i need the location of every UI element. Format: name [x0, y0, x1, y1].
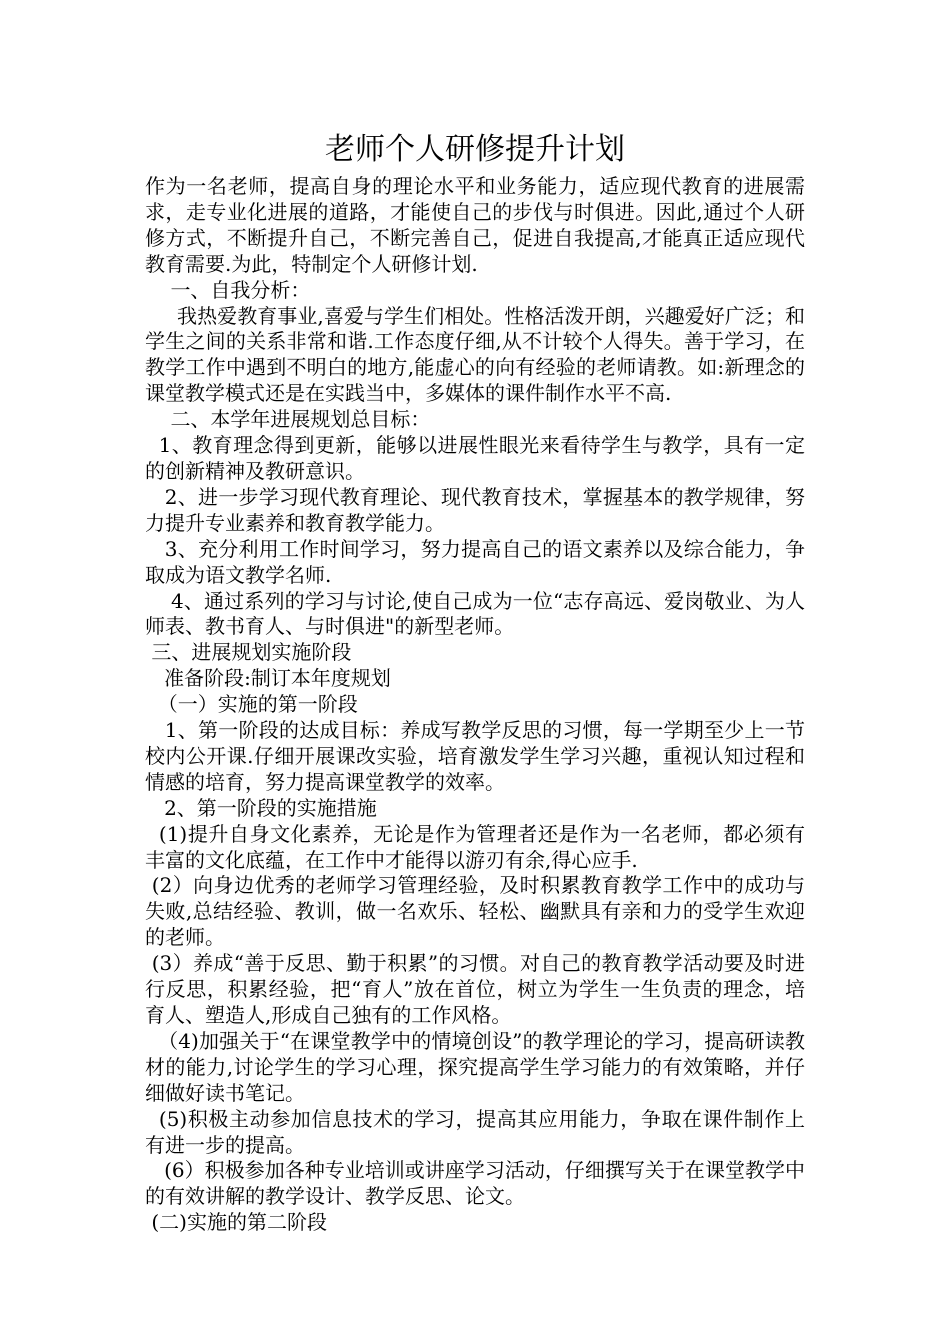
measure-item-2: (2）向身边优秀的老师学习管理经验，及时积累教育教学工作中的成功与失败,总结经验、教训，做一名欢乐、轻松、幽默具有亲和力的受学生欢迎的老师。 — [145, 873, 806, 950]
goal-item-2: 2、进一步学习现代教育理论、现代教育技术，掌握基本的教学规律，努力提升专业素养和教育教学能力。 — [145, 484, 805, 535]
measure-item-5: (5)积极主动参加信息技术的学习，提高其应用能力，争取在课件制作上有进一步的提高。 — [145, 1106, 805, 1157]
stage-one-heading: （一）实施的第一阶段 — [145, 692, 358, 717]
measure-item-4: （4)加强关于“在课堂教学中的情境创设”的教学理论的学习，提高研读教材的能力,讨论学生的学习心理，探究提高学生学习能力的有效策略，并仔细做好读书笔记。 — [145, 1028, 805, 1105]
stage-one-goal: 1、第一阶段的达成目标：养成写教学反思的习惯，每一学期至少上一节校内公开课.仔细开展课改实验，培育激发学生学习兴趣，重视认知过程和情感的培育，努力提高课堂教学的效率。 — [145, 718, 805, 794]
measure-item-3: (3）养成“善于反思、勤于积累”的习惯。对自己的教育教学活动要及时进行反思，积累经验，把“育人”放在首位，树立为学生一生负责的理念，培育人、塑造人,形成自己独有的工作风格。 — [145, 951, 805, 1027]
section-heading-overall-goals: 二、本学年进展规划总目标： — [145, 407, 431, 432]
section-heading-self-analysis: 一、自我分析： — [145, 277, 311, 302]
document-body — [145, 174, 805, 1236]
measure-item-6: (6）积极参加各种专业培训或讲座学习活动，仔细撰写关于在课堂教学中的有效讲解的教学设计、教学反思、论文。 — [145, 1158, 805, 1209]
section-heading-implementation: 三、进展规划实施阶段 — [145, 640, 352, 665]
stage-one-measures-heading: 2、第一阶段的实施措施 — [145, 795, 377, 820]
preparation-stage: 准备阶段:制订本年度规划 — [145, 666, 391, 691]
goal-item-1: 1、教育理念得到更新，能够以进展性眼光来看待学生与教学，具有一定的创新精神及教研意识。 — [145, 433, 805, 483]
goal-item-4: 4、通过系列的学习与讨论,使自己成为一位“志存高远、爱岗敬业、为人师表、教书育人、与时俱进"的新型老师。 — [145, 588, 805, 639]
self-analysis-paragraph: 我热爱教育事业,喜爱与学生们相处。性格活泼开朗，兴趣爱好广泛；和学生之间的关系非常和谐.工作态度仔细,从不计较个人得失。善于学习，在教学工作中遇到不明白的地方,能虚心的向有经验的老师请教。如:新理念的课堂教学模式还是在实践当中，多媒体的课件制作水平不高. — [145, 303, 805, 406]
document-title: 老师个人研修提升计划 — [325, 132, 625, 167]
measure-item-1: (1)提升自身文化素养，无论是作为管理者还是作为一名老师，都必须有丰富的文化底蕴，在工作中才能得以游刃有余,得心应手. — [145, 821, 805, 872]
intro-paragraph: 作为一名老师，提高自身的理论水平和业务能力，适应现代教育的进展需求，走专业化进展的道路，才能使自己的步伐与时俱进。因此,通过个人研修方式，不断提升自己，不断完善自己，促进自我提高,才能真正适应现代教育需要.为此，特制定个人研修计划. — [145, 174, 805, 276]
stage-two-heading: (二)实施的第二阶段 — [145, 1210, 327, 1235]
goal-item-3: 3、充分利用工作时间学习，努力提高自己的语文素养以及综合能力，争取成为语文教学名师. — [145, 536, 805, 587]
